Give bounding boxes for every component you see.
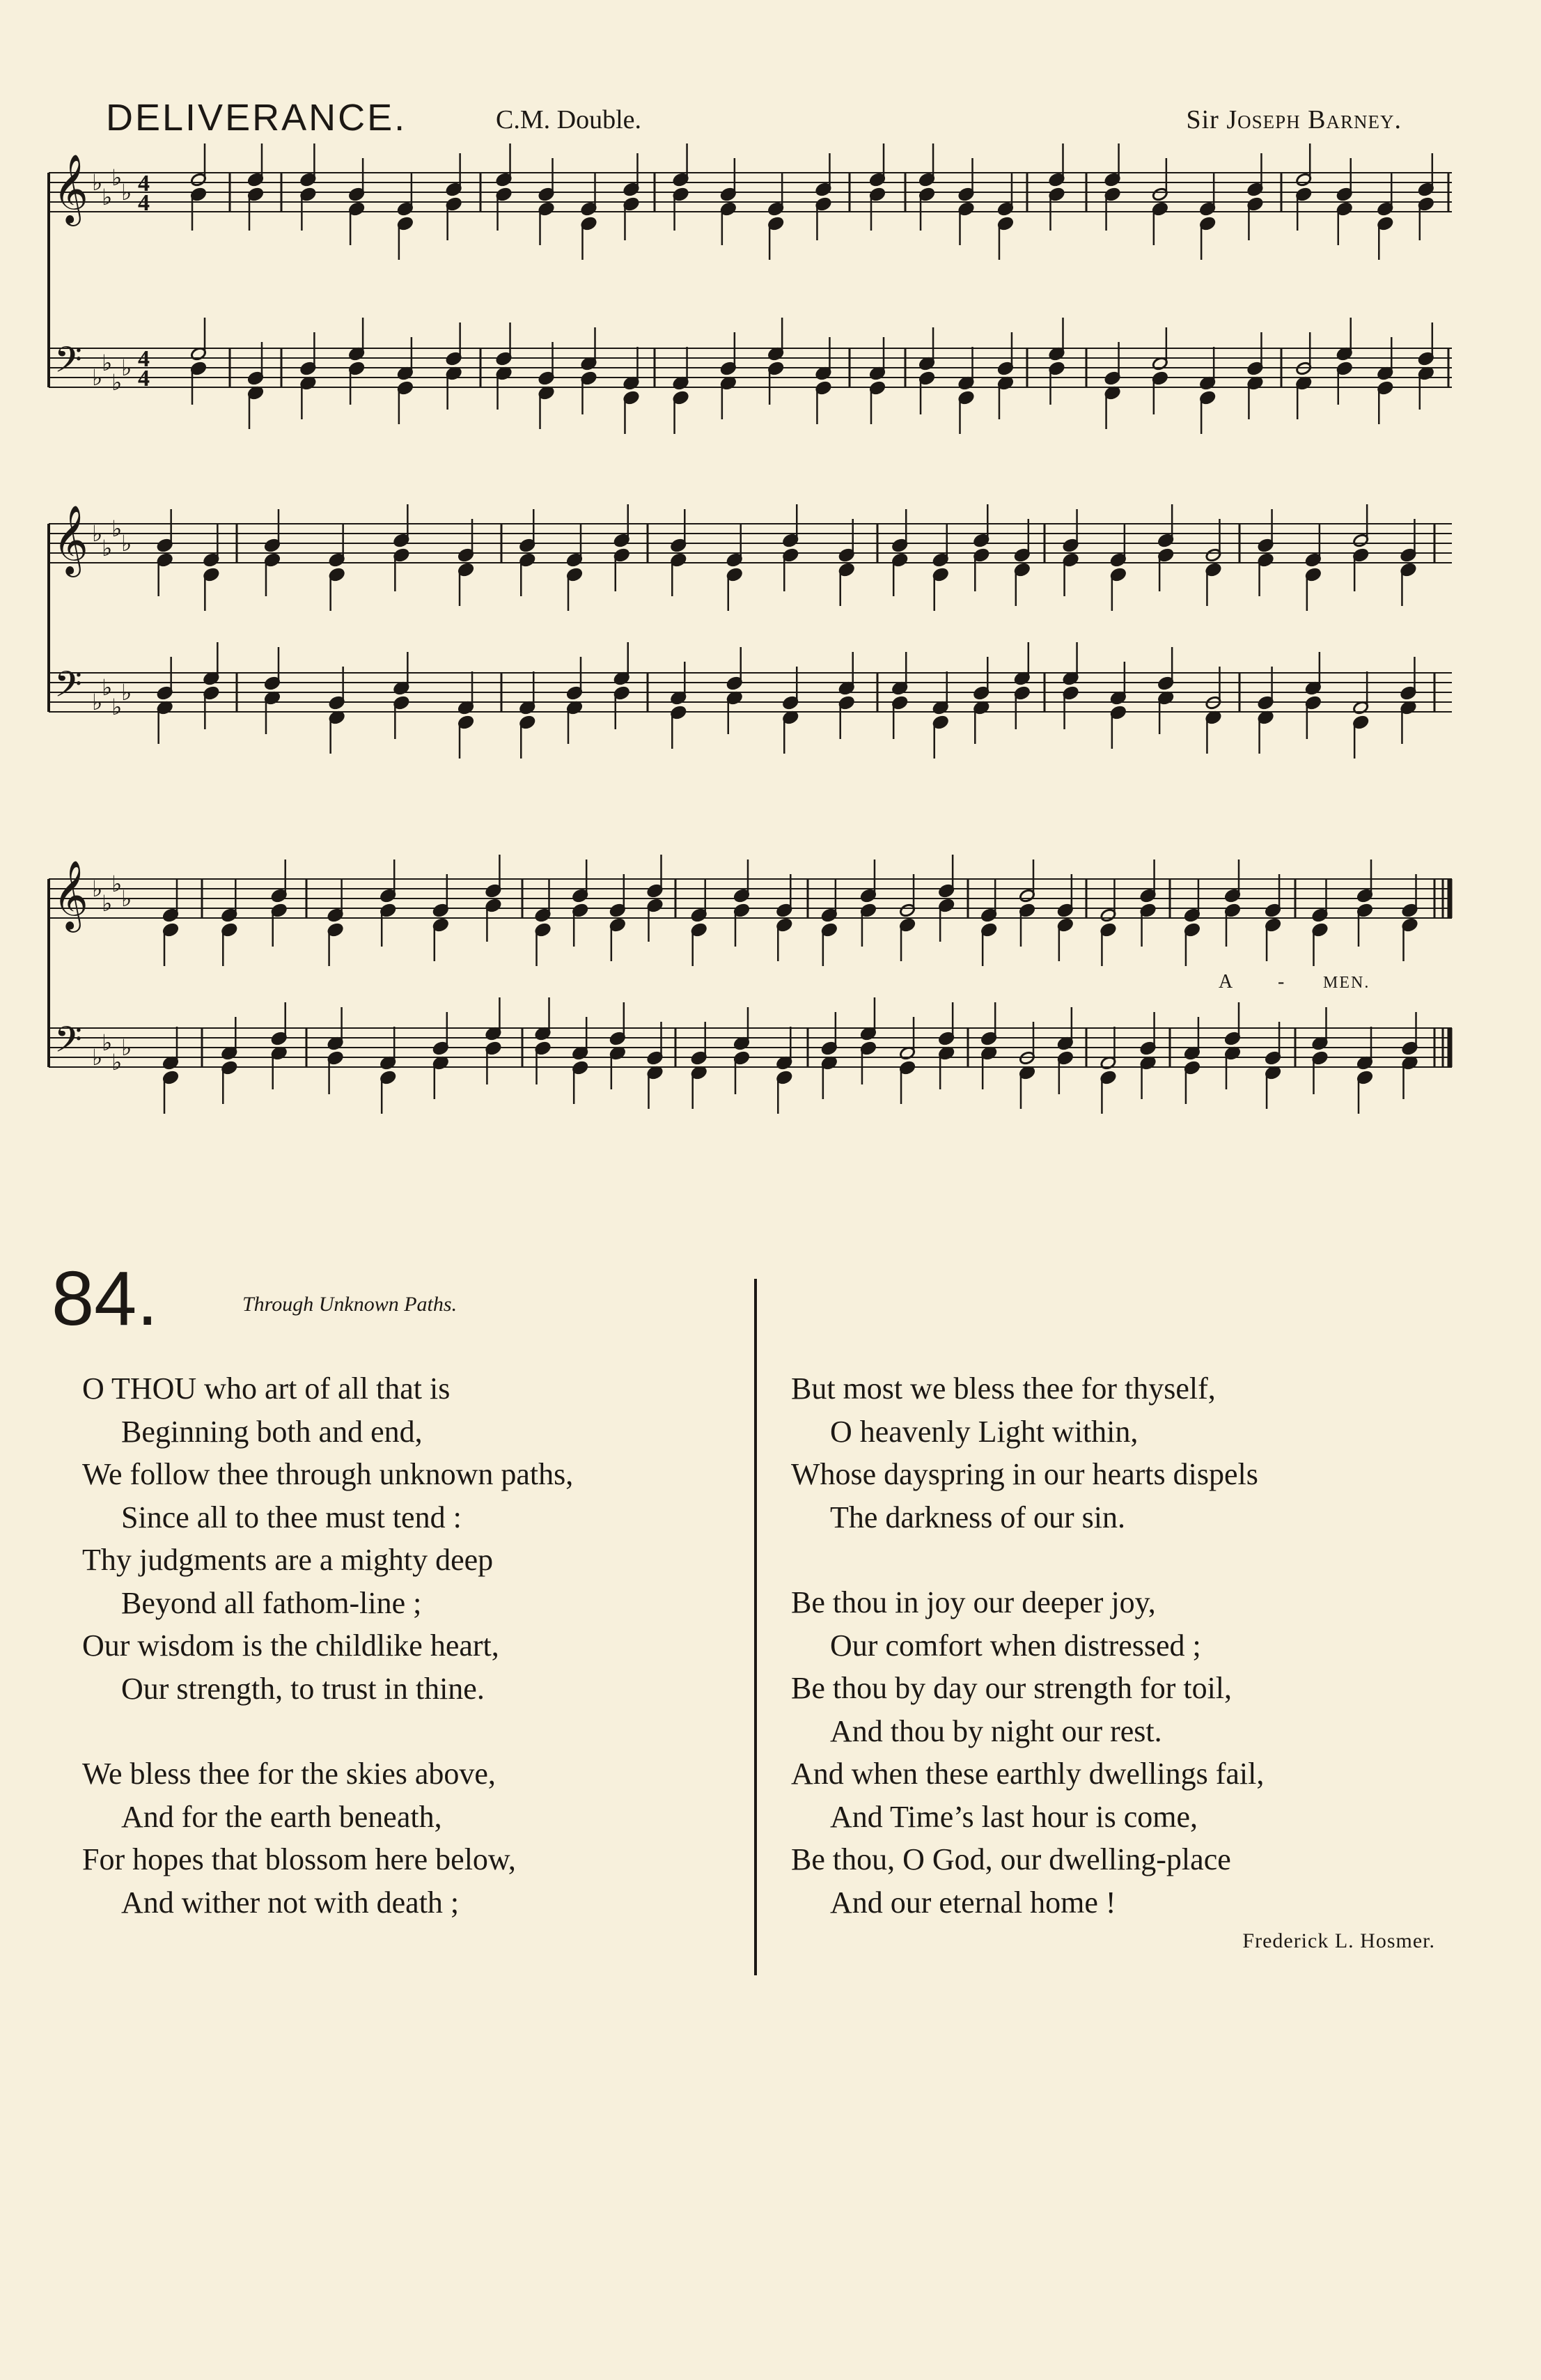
amen-lyrics bbox=[1219, 971, 1370, 993]
stanza bbox=[82, 1752, 723, 1924]
verse-line: Beginning both and end, bbox=[121, 1414, 423, 1449]
composer-name: Joseph Barney. bbox=[1226, 105, 1402, 134]
flat-sign: ♭ bbox=[111, 694, 123, 720]
bass-clef: 𝄢 bbox=[54, 339, 82, 389]
flat-sign: ♭ bbox=[102, 890, 113, 917]
time-signature: 4 bbox=[138, 346, 150, 372]
verse-line: And thou by night our rest. bbox=[830, 1713, 1162, 1748]
music-score bbox=[0, 0, 1541, 1184]
verse-line: And for the earth beneath, bbox=[121, 1799, 442, 1834]
flat-sign: ♭ bbox=[102, 674, 113, 701]
flat-sign: ♭ bbox=[92, 169, 103, 196]
flat-sign: ♭ bbox=[111, 369, 123, 396]
verse-line: For hopes that blossom here below, bbox=[82, 1842, 516, 1876]
amen-dash: - bbox=[1278, 971, 1285, 993]
stanza bbox=[791, 1367, 1460, 1539]
verse-line: Since all to thee must tend : bbox=[121, 1500, 462, 1534]
flat-sign: ♭ bbox=[102, 184, 113, 210]
verse-line: We bless thee for the skies above, bbox=[82, 1757, 496, 1791]
time-signature: 4 bbox=[138, 366, 150, 391]
verse-line: But most we bless thee for thyself, bbox=[791, 1371, 1216, 1406]
verse-line: And our eternal home ! bbox=[830, 1885, 1116, 1920]
column-divider bbox=[754, 1279, 757, 1975]
time-signature: 4 bbox=[138, 190, 150, 216]
tune-meter: C.M. Double. bbox=[496, 105, 641, 134]
right-column bbox=[791, 1367, 1460, 1966]
flat-sign: ♭ bbox=[111, 515, 123, 542]
composer-prefix: Sir bbox=[1186, 105, 1227, 134]
treble-clef: 𝄞 bbox=[53, 505, 88, 575]
verse-line: And wither not with death ; bbox=[121, 1885, 460, 1920]
flat-sign: ♭ bbox=[92, 364, 103, 391]
tune-name: DELIVERANCE. bbox=[106, 97, 407, 139]
bass-clef: 𝄢 bbox=[54, 1018, 82, 1069]
verse-line: Our strength, to trust in thine. bbox=[121, 1671, 485, 1706]
verse-line: Thy judgments are a mighty deep bbox=[82, 1543, 494, 1577]
treble-clef: 𝄞 bbox=[53, 154, 88, 224]
verse-line: O THOU who art of all that is bbox=[82, 1371, 451, 1406]
flat-sign: ♭ bbox=[121, 885, 132, 912]
flat-sign: ♭ bbox=[111, 871, 123, 897]
verse-line: Be thou, O God, our dwelling-place bbox=[791, 1842, 1231, 1876]
verse-line: We follow thee through unknown paths, bbox=[82, 1457, 574, 1491]
hymn-title: Through Unknown Paths. bbox=[242, 1293, 457, 1316]
amen-men: MEN. bbox=[1323, 974, 1370, 992]
verse-line: And Time’s last hour is come, bbox=[830, 1799, 1198, 1834]
flat-sign: ♭ bbox=[121, 679, 132, 706]
flat-sign: ♭ bbox=[92, 1044, 103, 1071]
score-systems bbox=[49, 143, 1452, 1114]
verse-line: Whose dayspring in our hearts dispels bbox=[791, 1457, 1258, 1491]
verse-line: Our comfort when distressed ; bbox=[830, 1628, 1201, 1663]
treble-clef: 𝄞 bbox=[53, 860, 88, 930]
flat-sign: ♭ bbox=[111, 1049, 123, 1075]
flat-sign: ♭ bbox=[121, 355, 132, 381]
flat-sign: ♭ bbox=[92, 876, 103, 902]
flat-sign: ♭ bbox=[92, 520, 103, 547]
left-column bbox=[82, 1367, 723, 1966]
bass-clef: 𝄢 bbox=[54, 663, 82, 714]
stanza bbox=[791, 1581, 1460, 1924]
verse-line: Be thou in joy our deeper joy, bbox=[791, 1585, 1156, 1619]
verse-line: O heavenly Light within, bbox=[830, 1414, 1139, 1449]
flat-sign: ♭ bbox=[92, 689, 103, 715]
verse-line: And when these earthly dwellings fail, bbox=[791, 1757, 1265, 1791]
hymn-number: 84. bbox=[52, 1256, 158, 1341]
stanza bbox=[82, 1367, 723, 1710]
flat-sign: ♭ bbox=[121, 1034, 132, 1061]
author: Frederick L. Hosmer. bbox=[1242, 1929, 1435, 1952]
amen-a: A bbox=[1219, 971, 1233, 993]
flat-sign: ♭ bbox=[102, 1029, 113, 1056]
verse-line: Our wisdom is the childlike heart, bbox=[82, 1628, 499, 1663]
verse-line: Beyond all fathom-line ; bbox=[121, 1585, 422, 1620]
flat-sign: ♭ bbox=[121, 530, 132, 557]
verse-line: The darkness of our sin. bbox=[830, 1500, 1126, 1534]
flat-sign: ♭ bbox=[102, 350, 113, 376]
flat-sign: ♭ bbox=[102, 535, 113, 561]
time-signature: 4 bbox=[138, 171, 150, 196]
flat-sign: ♭ bbox=[121, 179, 132, 205]
verse-line: Be thou by day our strength for toil, bbox=[791, 1671, 1233, 1705]
flat-sign: ♭ bbox=[111, 164, 123, 191]
